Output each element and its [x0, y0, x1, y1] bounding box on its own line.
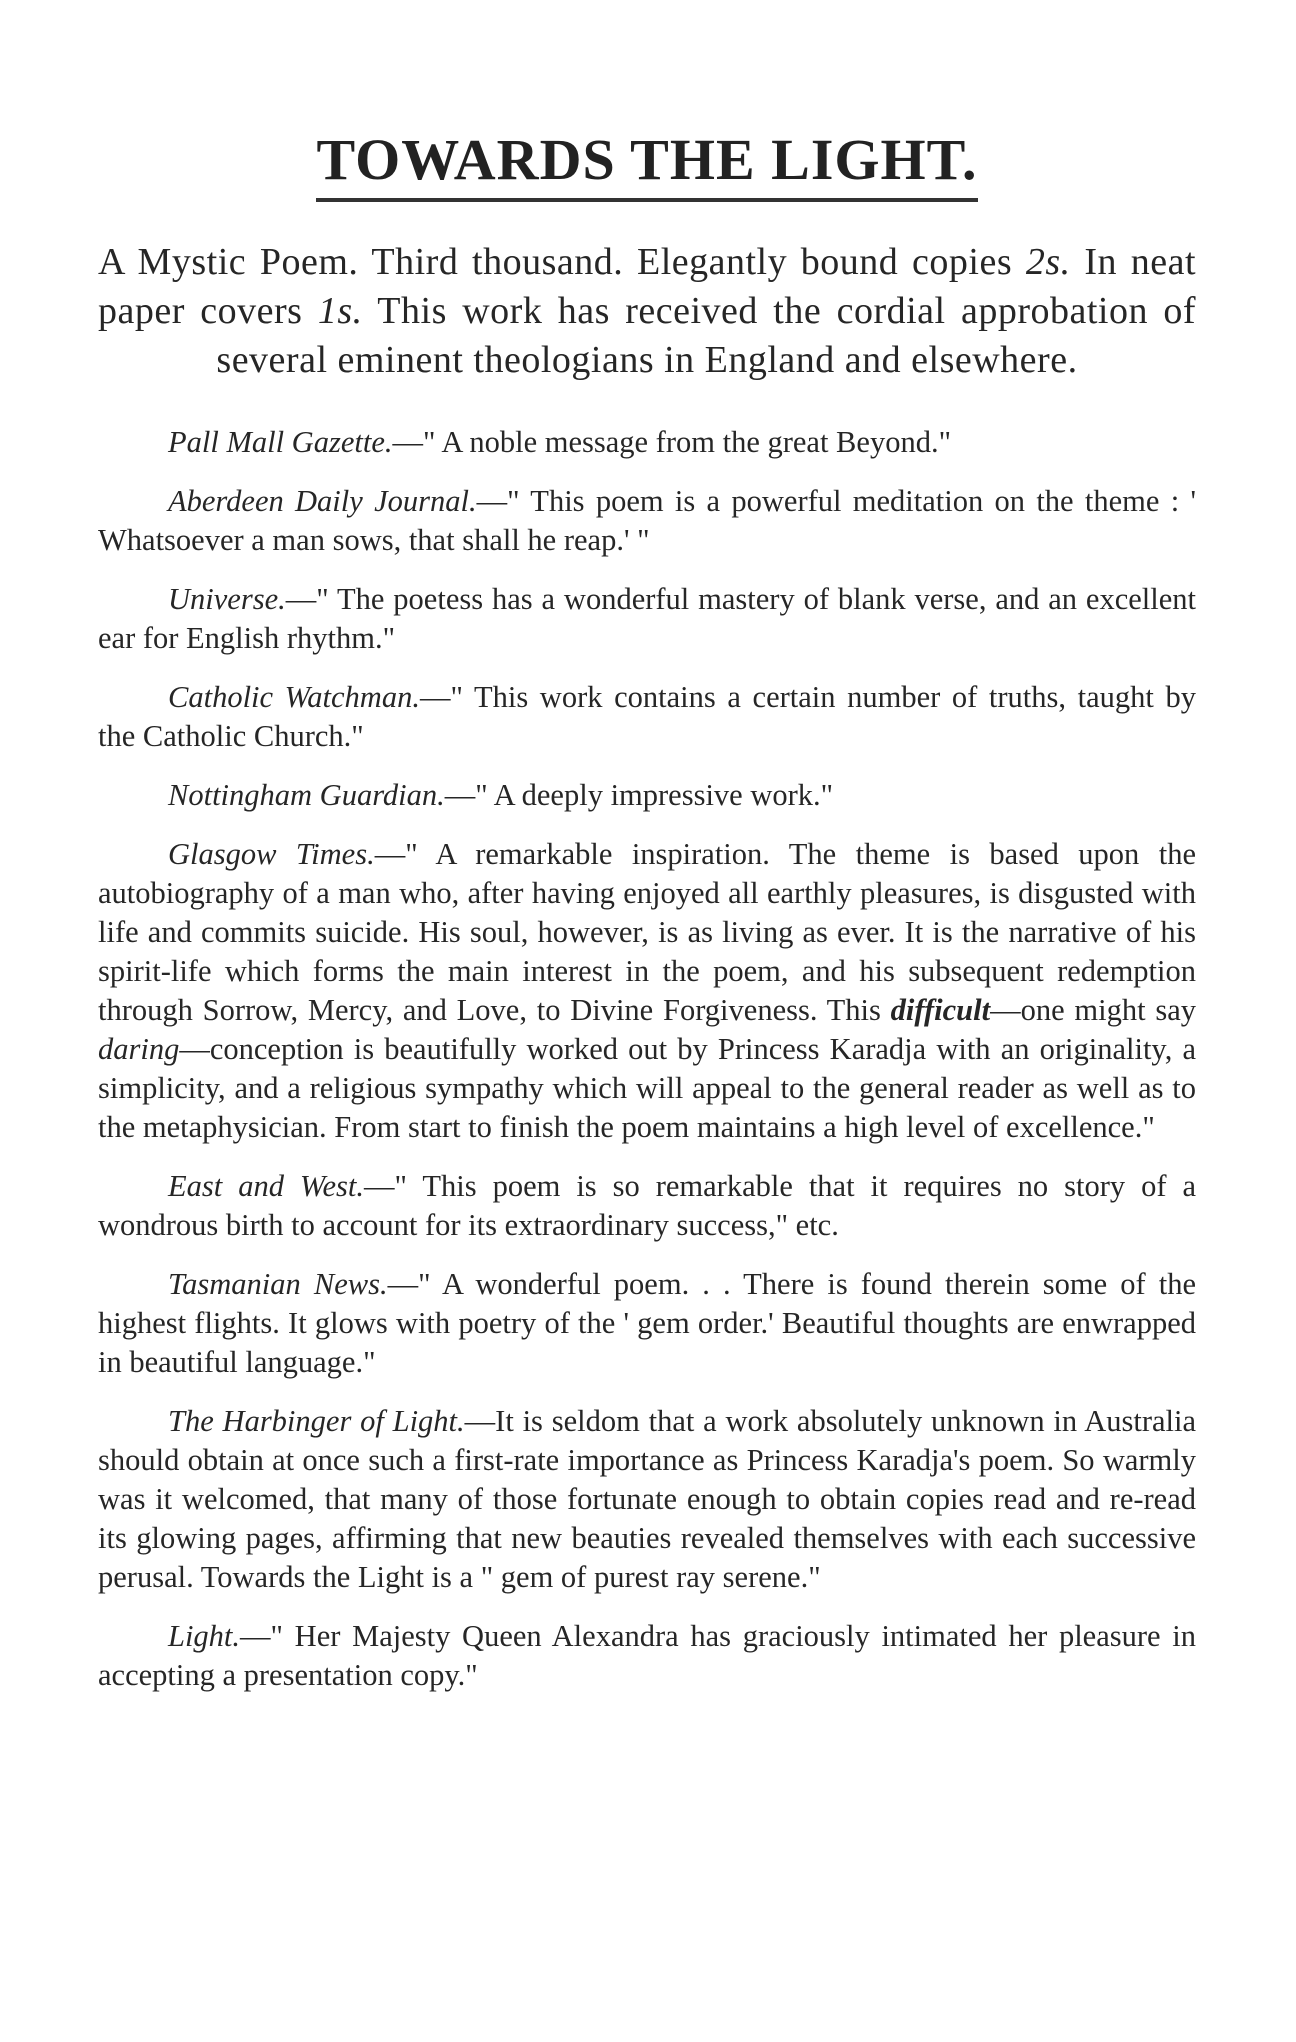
review-nottingham-guardian [98, 776, 1196, 815]
page-title [98, 128, 1196, 202]
intro-price-bound: 2s. [1025, 240, 1071, 283]
review-text: —It is seldom that a work absolutely unknown in Australia should obtain at once such a first-rate importance as Princess Karadja's poem. So warmly was it welcomed, that many of those fortunate enough to obtain copies read and re-read its glowing pages, affirming that new beauties revealed themselves with each successive perusal. Towards the Light is a " gem of purest ray serene." [98, 1403, 1196, 1594]
review-text-continued: —one might say [990, 992, 1196, 1027]
review-source: Light. [168, 1618, 241, 1653]
review-text: —" This poem is so remarkable that it requires no story of a wondrous birth to account for its extraordinary success," etc. [98, 1168, 1196, 1242]
review-emphasis-difficult: difficult [890, 992, 991, 1027]
review-source: Catholic Watchman. [168, 679, 420, 714]
review-tasmanian-news [98, 1265, 1196, 1382]
review-catholic-watchman [98, 678, 1196, 756]
review-text: —" This work contains a certain number of truths, taught by the Catholic Church." [98, 679, 1196, 753]
intro-part-2: In neat paper covers [98, 240, 1197, 332]
review-aberdeen-daily-journal [98, 482, 1196, 560]
intro-paragraph [98, 238, 1196, 385]
page-title-text: TOWARDS THE LIGHT. [316, 128, 977, 202]
page [98, 128, 1196, 1715]
review-text: —" A deeply impressive work." [444, 777, 834, 812]
review-source: Glasgow Times. [168, 836, 375, 871]
review-text: —" This poem is a powerful meditation on the theme : ' Whatsoever a man sows, that shall he reap.' " [98, 483, 1196, 557]
review-text-conclusion: —conception is beautifully worked out by Princess Karadja with an originality, a simplicity, and a religious sympathy which will appeal to the general reader as well as to the metaphysician. From start to finish the poem maintains a high level of excellence." [98, 1031, 1196, 1144]
review-emphasis-daring: daring [98, 1031, 180, 1066]
press-reviews [98, 423, 1196, 1695]
review-source: Aberdeen Daily Journal. [168, 483, 477, 518]
review-glasgow-times [98, 835, 1196, 1147]
review-light [98, 1617, 1196, 1695]
intro-part-1: A Mystic Poem. Third thousand. Elegantly bound copies [98, 240, 1013, 283]
review-source: Pall Mall Gazette. [168, 424, 393, 459]
review-source: Universe. [168, 581, 286, 616]
review-universe [98, 580, 1196, 658]
review-text: —" A wonderful poem. . . There is found therein some of the highest flights. It glows with poetry of the ' gem order.' Beautiful thoughts are enwrapped in beautiful language." [98, 1266, 1196, 1379]
review-source: Nottingham Guardian. [168, 777, 445, 812]
review-east-and-west [98, 1167, 1196, 1245]
review-source: The Harbinger of Light. [168, 1403, 465, 1438]
review-source: Tasmanian News. [168, 1266, 388, 1301]
review-text: —" A remarkable inspiration. The theme is based upon the autobiography of a man who, after having enjoyed all earthly pleasures, is disgusted with life and commits suicide. His soul, however, is as living as ever. It is the narrative of his spirit-life which forms the main interest in the poem, and his subsequent redemption through Sorrow, Mercy, and Love, to Divine Forgiveness. This [98, 836, 1196, 1027]
review-text: —" The poetess has a wonderful mastery of blank verse, and an excellent ear for English rhythm." [98, 581, 1196, 655]
intro-price-paper: 1s. [317, 289, 363, 332]
review-source: East and West. [168, 1168, 365, 1203]
review-harbinger-of-light [98, 1402, 1196, 1597]
intro-part-3: This work has received the cordial approbation of several eminent theologians in England and elsewhere. [216, 289, 1196, 381]
review-pall-mall-gazette [98, 423, 1196, 462]
review-text: —" Her Majesty Queen Alexandra has graciously intimated her pleasure in accepting a presentation copy." [98, 1618, 1196, 1692]
review-text: —" A noble message from the great Beyond." [392, 424, 952, 459]
